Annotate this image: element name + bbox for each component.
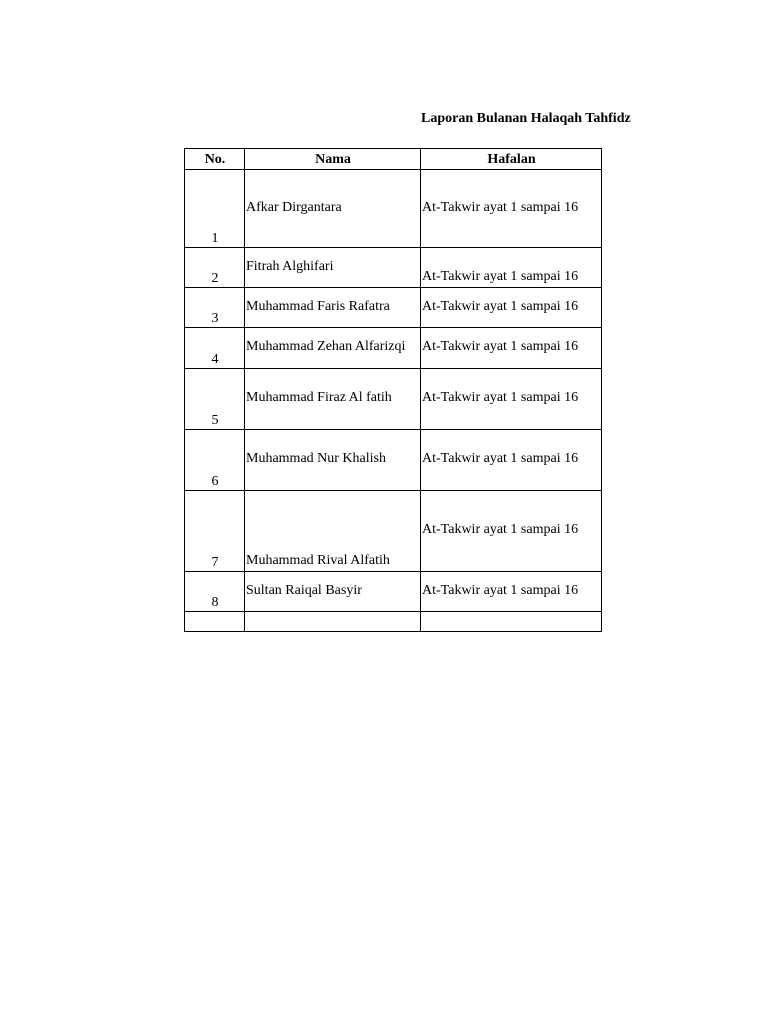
cell-nama xyxy=(245,491,421,572)
cell-no: 6 xyxy=(185,430,245,491)
cell-nama xyxy=(245,430,421,491)
cell-hafalan-text: At-Takwir ayat 1 sampai 16 xyxy=(422,522,579,537)
cell-hafalan-text: At-Takwir ayat 1 sampai 16 xyxy=(422,390,579,405)
cell-no: 1 xyxy=(185,170,245,248)
cell-hafalan xyxy=(421,572,602,612)
cell-nama-text: Muhammad Rival Alfatih xyxy=(246,553,390,568)
cell-hafalan xyxy=(421,369,602,430)
cell-nama-text: Fitrah Alghifari xyxy=(246,259,334,274)
cell-nama xyxy=(245,248,421,288)
cell-hafalan-text: At-Takwir ayat 1 sampai 16 xyxy=(422,299,579,314)
report-table xyxy=(184,148,602,632)
cell-no: 3 xyxy=(185,288,245,328)
cell-hafalan-text: At-Takwir ayat 1 sampai 16 xyxy=(422,583,579,598)
table-row xyxy=(185,572,602,612)
cell-nama-text: Afkar Dirgantara xyxy=(246,200,342,215)
cell-nama xyxy=(245,369,421,430)
column-header-hafalan: Hafalan xyxy=(421,149,602,170)
cell-hafalan xyxy=(421,288,602,328)
cell-nama xyxy=(245,170,421,248)
table-header-row xyxy=(185,149,602,170)
cell-hafalan xyxy=(421,430,602,491)
cell-hafalan-text: At-Takwir ayat 1 sampai 16 xyxy=(422,339,579,354)
page-title: Laporan Bulanan Halaqah Tahfidz xyxy=(421,111,631,126)
cell-no: 2 xyxy=(185,248,245,288)
empty-table-row xyxy=(185,612,602,632)
cell-hafalan-text: At-Takwir ayat 1 sampai 16 xyxy=(422,451,579,466)
cell-hafalan xyxy=(421,248,602,288)
cell-nama-text: Muhammad Firaz Al fatih xyxy=(246,390,392,405)
cell-hafalan xyxy=(421,328,602,369)
column-header-no: No. xyxy=(185,149,245,170)
table-row xyxy=(185,328,602,369)
cell-nama-text: Muhammad Zehan Alfarizqi xyxy=(246,339,406,354)
table-row xyxy=(185,170,602,248)
cell-hafalan-text: At-Takwir ayat 1 sampai 16 xyxy=(422,269,579,284)
empty-cell xyxy=(421,612,602,632)
cell-hafalan-text: At-Takwir ayat 1 sampai 16 xyxy=(422,200,579,215)
cell-no: 8 xyxy=(185,572,245,612)
cell-no: 4 xyxy=(185,328,245,369)
cell-no: 7 xyxy=(185,491,245,572)
table-row xyxy=(185,248,602,288)
cell-hafalan xyxy=(421,491,602,572)
table-row xyxy=(185,430,602,491)
cell-nama xyxy=(245,572,421,612)
cell-nama-text: Muhammad Nur Khalish xyxy=(246,451,386,466)
cell-nama-text: Sultan Raiqal Basyir xyxy=(246,583,362,598)
cell-nama xyxy=(245,328,421,369)
cell-nama-text: Muhammad Faris Rafatra xyxy=(246,299,390,314)
table-row xyxy=(185,369,602,430)
table-row xyxy=(185,288,602,328)
table-row xyxy=(185,491,602,572)
empty-cell xyxy=(185,612,245,632)
column-header-nama: Nama xyxy=(245,149,421,170)
empty-cell xyxy=(245,612,421,632)
cell-nama xyxy=(245,288,421,328)
cell-hafalan xyxy=(421,170,602,248)
cell-no: 5 xyxy=(185,369,245,430)
